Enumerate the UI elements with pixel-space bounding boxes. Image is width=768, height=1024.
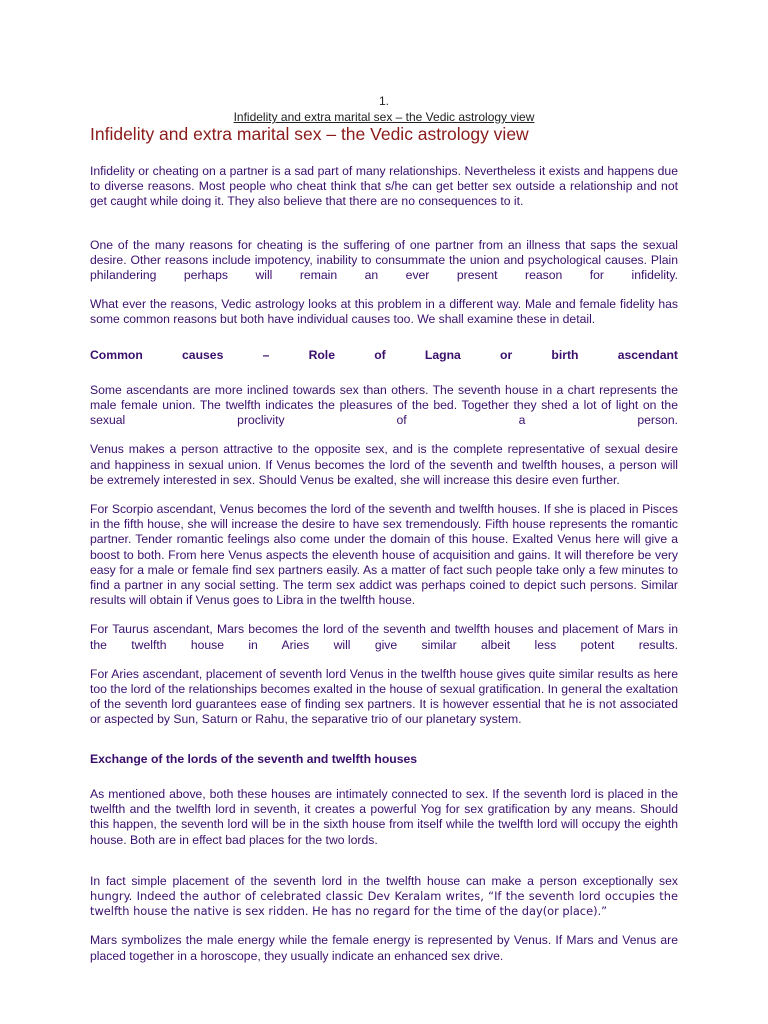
article-title: Infidelity and extra marital sex – the Vedic astrology view [90, 124, 529, 144]
paragraph-dev-keralam [90, 874, 678, 920]
paragraph-ascendants: Some ascendants are more inclined towards sex than others. The seventh house in a chart represents the male female union. The twelfth indicates the pleasures of the bed. Together they shed a lot of light on the sexual proclivity of a person. [90, 382, 678, 428]
dev-keralam-quote: hungry. Indeed the author of celebrated classic Dev Keralam writes, “If the seventh lord occupies the twelfth house the native is sex ridden. He has no regard for the time of the day(or place).” [90, 888, 678, 919]
paragraph-mars-venus: Mars symbolizes the male energy while the female energy is represented by Venus. If Mars and Venus are placed together in a horoscope, they usually indicate an enhanced sex drive. [90, 933, 678, 963]
paragraph-intro: Infidelity or cheating on a partner is a sad part of many relationships. Nevertheless it exists and happens due to diverse reasons. Most people who cheat think that s/he can get better sex outside a relationship and not get caught while doing it. They also believe that there are no consequences to it. [90, 164, 678, 209]
heading-exchange-lords: Exchange of the lords of the seventh and twelfth houses [90, 751, 418, 766]
paragraph-dev-keralam-part1: In fact simple placement of the seventh lord in the twelfth house can make a person exceptionally sex [90, 873, 678, 888]
paragraph-venus: Venus makes a person attractive to the opposite sex, and is the complete representative of sexual desire and happiness in sexual union. If Venus becomes the lord of the seventh and twelfth houses, a person will be extremely interested in sex. Should Venus be exalted, she will increase this desire even further. [90, 442, 678, 487]
paragraph-scorpio: For Scorpio ascendant, Venus becomes the lord of the seventh and twelfth houses. If she is placed in Pisces in the fifth house, she will increase the desire to have sex tremendously. Fifth house represents the romantic partner. Tender romantic feelings also come under the domain of this house. Exalted Venus here will give a boost to both. From here Venus aspects the eleventh house of acquisition and gains. It will therefore be very easy for a male or female find sex partners easily. As a matter of fact such people take only a few minutes to find a partner in any social setting. The term sex addict was perhaps coined to depict such persons. Similar results will obtain if Venus goes to Libra in the twelfth house. [90, 502, 678, 608]
paragraph-taurus: For Taurus ascendant, Mars becomes the lord of the seventh and twelfth houses and placement of Mars in the twelfth house in Aries will give similar albeit less potent results. [90, 622, 678, 652]
paragraph-aries: For Aries ascendant, placement of seventh lord Venus in the twelfth house gives quite similar results as here too the lord of the relationships becomes exalted in the house of sexual gratification. In general the exaltation of the seventh lord guarantees ease of finding sex partners. It is however essential that he is not associated or aspected by Sun, Saturn or Rahu, the separative trio of our planetary system. [90, 666, 678, 727]
paragraph-vedic-view: What ever the reasons, Vedic astrology looks at this problem in a different way. Male and female fidelity has some common reasons but both have individual causes too. We shall examine these in detail. [90, 297, 678, 327]
paragraph-exchange: As mentioned above, both these houses are intimately connected to sex. If the seventh lord is placed in the twelfth and the twelfth lord in seventh, it creates a powerful Yog for sex gratification by any means. Should this happen, the seventh lord will be in the sixth house from itself while the twelfth lord will occupy the eighth house. Both are in effect bad places for the two lords. [90, 786, 678, 847]
paragraph-reasons: One of the many reasons for cheating is the suffering of one partner from an illness that saps the sexual desire. Other reasons include impotency, inability to consummate the union and psychological causes. Plain philandering perhaps will remain an ever present reason for infidelity. [90, 237, 678, 283]
article-body [90, 164, 678, 964]
page-number: 1. [378, 94, 389, 108]
article-link[interactable]: Infidelity and extra marital sex – the Vedic astrology view [233, 110, 535, 124]
heading-common-causes: Common causes – Role of Lagna or birth ascendant [90, 347, 678, 362]
